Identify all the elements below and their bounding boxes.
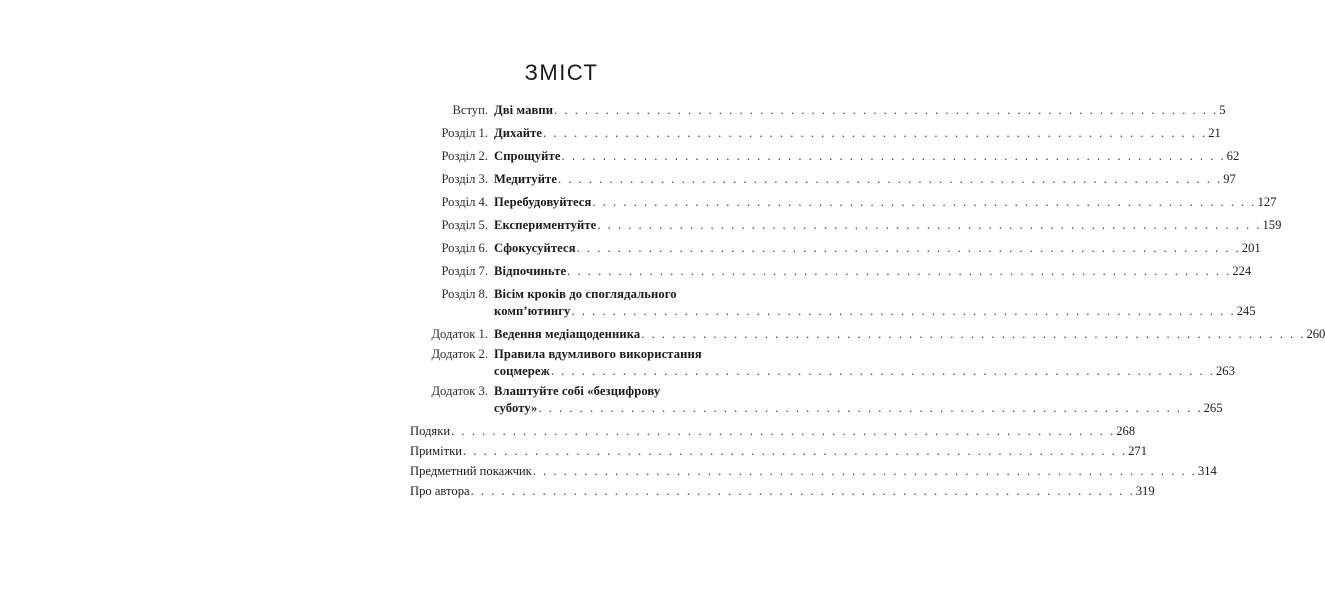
toc-entry-body <box>494 102 1226 119</box>
page-number: 268 <box>1116 424 1136 438</box>
toc-entry-title: Дві мавпи <box>494 103 554 117</box>
page-number: 263 <box>1216 364 1235 378</box>
page-number: 319 <box>1135 484 1155 498</box>
page-number: 5 <box>1219 103 1226 117</box>
toc-line <box>494 102 1226 119</box>
toc-line <box>494 363 1235 380</box>
toc-entry-body <box>494 286 1256 320</box>
toc-row <box>410 263 1252 280</box>
toc-line <box>494 400 1223 417</box>
toc-entry-body <box>410 423 1136 440</box>
appendices-section <box>410 326 1325 417</box>
toc-row <box>410 286 1256 320</box>
toc-entry-title: Правила вдумливого використання <box>494 347 702 361</box>
dot-leader: . . . . . . . . . . . . . . . . . . . . . . . . . . . . . . . . . . . . . . . . . . . . . . . . . . . . . . . . . . . . . . . . . <box>558 172 1223 186</box>
toc-entry-label: Додаток 1. <box>431 327 488 341</box>
page-number: 159 <box>1262 218 1282 232</box>
toc-row <box>410 483 1155 500</box>
toc-entry-title: Відпочиньте <box>494 264 567 278</box>
toc-entry-body <box>494 263 1252 280</box>
toc-entry-body <box>410 483 1155 500</box>
toc-entry-title: Предметний покажчик <box>410 464 532 478</box>
toc-entry-body <box>494 194 1277 211</box>
toc-row <box>410 194 1277 211</box>
back-matter-section <box>410 423 1217 500</box>
toc-entry-body <box>494 346 1235 380</box>
page-number: 260 <box>1306 327 1325 341</box>
toc-line <box>494 346 703 363</box>
toc-entry-title: Спрощуйте <box>494 149 561 163</box>
toc-row <box>410 240 1261 257</box>
toc-row <box>410 171 1236 188</box>
toc-entry-label: Розділ 3. <box>441 172 488 186</box>
toc-entry-title: Сфокусуйтеся <box>494 241 576 255</box>
page-number: 127 <box>1257 195 1277 209</box>
toc-entry-body <box>494 240 1261 257</box>
toc-row <box>410 443 1148 460</box>
toc-entry-title: Подяки <box>410 424 451 438</box>
page-number: 97 <box>1223 172 1236 186</box>
dot-leader: . . . . . . . . . . . . . . . . . . . . . . . . . . . . . . . . . . . . . . . . . . . . . . . . . . . . . . . . . . . . . . . . . <box>543 126 1208 140</box>
page-number: 271 <box>1128 444 1148 458</box>
dot-leader: . . . . . . . . . . . . . . . . . . . . . . . . . . . . . . . . . . . . . . . . . . . . . . . . . . . . . . . . . . . . . . . . . <box>571 304 1236 318</box>
toc-row <box>410 346 1235 380</box>
page-number: 21 <box>1208 126 1221 140</box>
toc-entry-label: Розділ 2. <box>441 149 488 163</box>
toc-row <box>410 148 1240 165</box>
toc-entry-title: суботу» <box>494 401 538 415</box>
page-number: 224 <box>1232 264 1252 278</box>
dot-leader: . . . . . . . . . . . . . . . . . . . . . . . . . . . . . . . . . . . . . . . . . . . . . . . . . . . . . . . . . . . . . . . . . <box>462 444 1128 458</box>
dot-leader: . . . . . . . . . . . . . . . . . . . . . . . . . . . . . . . . . . . . . . . . . . . . . . . . . . . . . . . . . . . . . . . . . <box>567 264 1232 278</box>
toc-entry-label: Розділ 7. <box>441 264 488 278</box>
toc-line <box>494 171 1236 188</box>
toc-line <box>494 383 703 400</box>
toc-entry-title: Медитуйте <box>494 172 558 186</box>
dot-leader: . . . . . . . . . . . . . . . . . . . . . . . . . . . . . . . . . . . . . . . . . . . . . . . . . . . . . . . . . . . . . . . . . <box>538 401 1203 415</box>
toc-row <box>410 423 1136 440</box>
toc-entry-title: Перебудовуйтеся <box>494 195 592 209</box>
dot-leader: . . . . . . . . . . . . . . . . . . . . . . . . . . . . . . . . . . . . . . . . . . . . . . . . . . . . . . . . . . . . . . . . . <box>576 241 1241 255</box>
toc-entry-title: Вісім кроків до споглядального <box>494 287 677 301</box>
toc-line <box>494 263 1252 280</box>
toc-line <box>410 423 1136 440</box>
toc-entry-title: Ведення медіащоденника <box>494 327 641 341</box>
dot-leader: . . . . . . . . . . . . . . . . . . . . . . . . . . . . . . . . . . . . . . . . . . . . . . . . . . . . . . . . . . . . . . . . . <box>554 103 1219 117</box>
toc-entry-body <box>494 125 1221 142</box>
dot-leader: . . . . . . . . . . . . . . . . . . . . . . . . . . . . . . . . . . . . . . . . . . . . . . . . . . . . . . . . . . . . . . . . . <box>641 327 1306 341</box>
toc-entry-label: Додаток 3. <box>431 384 488 398</box>
toc-entry-body <box>410 463 1217 480</box>
toc-row <box>410 217 1282 234</box>
toc-entry-title: Примітки <box>410 444 462 458</box>
dot-leader: . . . . . . . . . . . . . . . . . . . . . . . . . . . . . . . . . . . . . . . . . . . . . . . . . . . . . . . . . . . . . . . . . <box>550 364 1215 378</box>
toc-line <box>410 443 1148 460</box>
toc-entry-body <box>494 217 1282 234</box>
table-of-contents <box>410 102 1325 500</box>
toc-entry-body <box>410 443 1148 460</box>
toc-line <box>494 326 1325 343</box>
toc-row <box>410 125 1221 142</box>
toc-row <box>410 383 1223 417</box>
toc-entry-body <box>494 383 1223 417</box>
toc-entry-title: соцмереж <box>494 364 550 378</box>
toc-entry-body <box>494 171 1236 188</box>
toc-entry-body <box>494 148 1240 165</box>
toc-entry-label: Розділ 4. <box>441 195 488 209</box>
toc-line <box>494 240 1261 257</box>
toc-line <box>494 194 1277 211</box>
dot-leader: . . . . . . . . . . . . . . . . . . . . . . . . . . . . . . . . . . . . . . . . . . . . . . . . . . . . . . . . . . . . . . . . . <box>561 149 1226 163</box>
toc-line <box>494 148 1240 165</box>
toc-line <box>410 483 1155 500</box>
toc-entry-label: Розділ 6. <box>441 241 488 255</box>
toc-line <box>410 463 1217 480</box>
toc-row <box>410 102 1226 119</box>
toc-line <box>494 303 1256 320</box>
toc-entry-title: Влаштуйте собі «безцифрову <box>494 384 661 398</box>
toc-entry-title: комп’ютингу <box>494 304 571 318</box>
toc-entry-label: Розділ 8. <box>441 287 488 301</box>
toc-entry-title: Експериментуйте <box>494 218 597 232</box>
page-number: 245 <box>1236 304 1256 318</box>
dot-leader: . . . . . . . . . . . . . . . . . . . . . . . . . . . . . . . . . . . . . . . . . . . . . . . . . . . . . . . . . . . . . . . . . <box>592 195 1257 209</box>
toc-entry-label: Вступ. <box>452 103 488 117</box>
toc-line <box>494 217 1282 234</box>
toc-entry-label: Додаток 2. <box>431 347 488 361</box>
toc-line <box>494 286 703 303</box>
toc-entry-label: Розділ 1. <box>441 126 488 140</box>
toc-entry-title: Дихайте <box>494 126 543 140</box>
toc-row <box>410 326 1325 343</box>
page-number: 265 <box>1203 401 1223 415</box>
toc-entry-label: Розділ 5. <box>441 218 488 232</box>
dot-leader: . . . . . . . . . . . . . . . . . . . . . . . . . . . . . . . . . . . . . . . . . . . . . . . . . . . . . . . . . . . . . . . . . <box>597 218 1262 232</box>
toc-entry-title: Про автора <box>410 484 470 498</box>
page-number: 314 <box>1197 464 1217 478</box>
dot-leader: . . . . . . . . . . . . . . . . . . . . . . . . . . . . . . . . . . . . . . . . . . . . . . . . . . . . . . . . . . . . . . . . . <box>470 484 1135 498</box>
toc-entry-body <box>494 326 1325 343</box>
dot-leader: . . . . . . . . . . . . . . . . . . . . . . . . . . . . . . . . . . . . . . . . . . . . . . . . . . . . . . . . . . . . . . . . . <box>451 424 1116 438</box>
toc-line <box>494 125 1221 142</box>
chapters-section <box>410 102 1282 320</box>
dot-leader: . . . . . . . . . . . . . . . . . . . . . . . . . . . . . . . . . . . . . . . . . . . . . . . . . . . . . . . . . . . . . . . . . <box>532 464 1197 478</box>
page-number: 201 <box>1241 241 1261 255</box>
toc-row <box>410 463 1217 480</box>
page-number: 62 <box>1226 149 1240 163</box>
page-title: ЗМІСТ <box>524 60 599 85</box>
